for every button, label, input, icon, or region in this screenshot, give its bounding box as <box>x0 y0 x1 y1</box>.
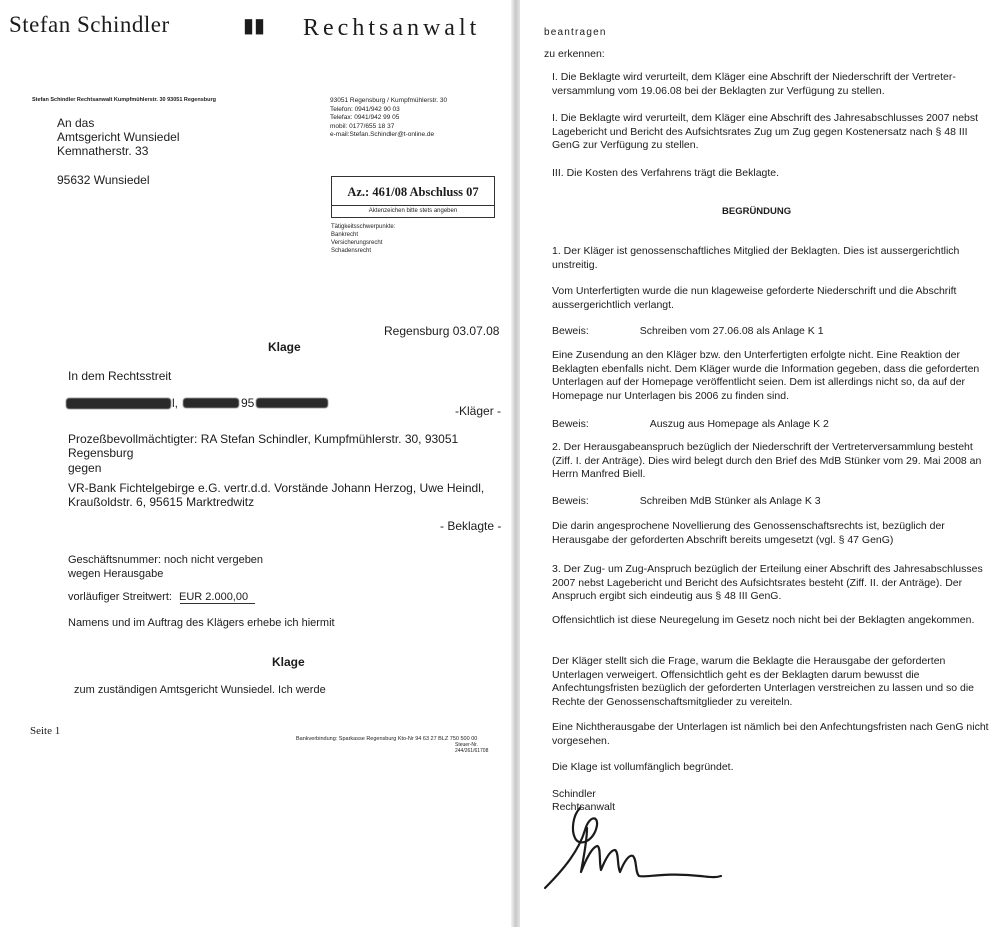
signature-title: Rechtsanwalt <box>552 801 616 813</box>
signature-name: Schindler <box>552 788 596 800</box>
reference-note: Aktenzeichen bitte stets angeben <box>368 208 458 214</box>
beweis-3: Beweis: Schreiben MdB Stünker als Anlage K 3 <box>552 495 821 507</box>
antrag-1: I. Die Beklagte wird verurteilt, dem Kläger eine Abschrift der Niederschrift der Vertreter-versammlung vom 19.06.08 bei der Beklagten zur Verfügung zu stellen. <box>552 71 956 97</box>
paragraph-9: Eine Nichtherausgabe der Unterlagen ist nämlich bei den Anfechtungsfristen nach GenG nicht vorgesehen. <box>552 721 989 747</box>
defendant-block: VR-Bank Fichtelgebirge e.G. vertr.d.d. Vorstände Johann Herzog, Uwe Heindl, Kraußoldstr. 6, 95615 Marktredwitz <box>68 481 485 509</box>
begruendung-heading: BEGRÜNDUNG <box>722 206 792 217</box>
bank-details: Bankverbindung: Sparkasse Regensburg Kto-Nr 94 63 27 BLZ 750 500 00 <box>296 736 478 742</box>
tax-number: Steuer-Nr. 244/261/61708 <box>455 742 489 754</box>
paragraph-2: Vom Unterfertigten wurde die nun klageweise geforderte Niederschrift und die Abschrift aussergerichtlich verlangt. <box>552 285 957 311</box>
beantragen: beantragen <box>544 27 607 38</box>
zu-erkennen: zu erkennen: <box>544 48 605 60</box>
streitwert-underline <box>180 603 255 604</box>
beweis-label: Beweis: <box>552 418 589 430</box>
beklagte-role: - Beklagte - <box>440 519 502 533</box>
redacted-plaintiff-name <box>66 398 171 409</box>
practice-areas: Tätigkeitsschwerpunkte: Bankrecht Versicherungsrecht Schadensrecht <box>331 224 396 254</box>
in-dem-rechtsstreit: In dem Rechtsstreit <box>68 369 172 383</box>
streitwert: vorläufiger Streitwert: EUR 2.000,00 <box>68 591 249 603</box>
redacted-plaintiff-street <box>183 398 239 408</box>
case-info: Geschäftsnummer: noch nicht vergeben wegen Herausgabe <box>68 554 264 580</box>
closing-statement: Die Klage ist vollumfänglich begründet. <box>552 761 734 773</box>
beweis-label: Beweis: <box>552 325 589 337</box>
contact-block: 93051 Regensburg / Kumpfmühlerstr. 30 Telefon: 0941/942 90 03 Telefax: 0941/942 99 05 mobil: 0177/655 18 37 e-mail:Stefan.Schindler@t-online.de <box>330 97 448 138</box>
reference-number: Az.: 461/08 Abschluss 07 <box>347 185 479 199</box>
beweis-label: Beweis: <box>552 495 589 507</box>
antrag-2: I. Die Beklagte wird verurteilt, dem Kläger eine Abschrift des Jahresabschlusses 2007 nebst Lagebericht und Bericht des Aufsichtsrates Zug um Zug gegen Kostenersatz nach § 48 III GenG zur Verfügung zu stellen. <box>552 112 979 151</box>
letterhead-title: Rechtsanwalt <box>303 15 481 41</box>
zum-amtsgericht: zum zuständigen Amtsgericht Wunsiedel. Ich werde <box>74 684 326 696</box>
beweis-2: Beweis: Auszug aus Homepage als Anlage K 2 <box>552 418 829 430</box>
paragraph-5: Die darin angesprochene Novellierung des Genossenschaftsrechts ist, bezüglich der Herausgabe der geforderten Abschrift bereits umgesetzt (vgl. § 47 GenG) <box>552 520 945 546</box>
reference-box <box>331 176 495 218</box>
page-number: Seite 1 <box>30 725 61 737</box>
gegen: gegen <box>68 461 102 475</box>
namens-text: Namens und im Auftrag des Klägers erhebe ich hiermit <box>68 617 335 629</box>
sender-line: Stefan Schindler Rechtsanwalt Kumpfmühlerstr. 30 93051 Regensburg <box>32 97 216 103</box>
paragraph-7: Offensichtlich ist diese Neuregelung im Gesetz noch nicht bei der Beklagten angekommen. <box>552 614 975 626</box>
recipient-address: An das Amtsgericht Wunsiedel Kemnatherstr. 33 95632 Wunsiedel <box>57 116 180 187</box>
paragraph-8: Der Kläger stellt sich die Frage, warum die Beklagte die Herausgabe der geforderten Unterlagen verweigert. Offensichtlich geht es der Beklagten darum bewusst die Anfechtungsfristen bezüglich der geforderten Unterlagen verstreichen zu lassen und so die Rechte der Genossenschaftsmitglieder zu vereiteln. <box>552 655 975 708</box>
klage-heading: Klage <box>268 340 301 354</box>
letter-date: Regensburg 03.07.08 <box>384 324 500 338</box>
paragraph-6: 3. Der Zug- um Zug-Anspruch bezüglich der Erteilung einer Abschrift des Jahresabschlusses 2007 nebst Lagebericht und Bericht des Aufsichtsrates besteht (Ziff. II. der Anträge). Der Anspruch ergibt sich eindeutig aus § 48 III GenG. <box>552 563 983 602</box>
paragraph-4: 2. Der Herausgabeanspruch bezüglich der Niederschrift der Vertreterversammlung besteht (Ziff. I. der Anträge). Dies wird belegt durch den Brief des MdB Stünker vom 29. Mai 2008 an Herrn Manfred Biell. <box>552 441 982 480</box>
paragraph-3: Eine Zusendung an den Kläger bzw. den Unterfertigten erfolgte nicht. Eine Reaktion der Beklagten ebenfalls nicht. Dem Kläger wurde die Information gegeben, dass die geforderten Unterlagen auf der Homepage veröffentlicht seien. Dem ist allerdings nicht so, da auf der Homepage nur Unterlagen bis 2006 zu finden sind. <box>552 349 980 402</box>
redacted-fragment: l, <box>172 396 178 410</box>
letterhead-separator: ▮▮ <box>243 15 266 37</box>
letterhead-name: Stefan Schindler <box>9 12 170 37</box>
redacted-zip-fragment: 95 <box>241 396 255 410</box>
prozessbevollmaechtigter: Prozeßbevollmächtigter: RA Stefan Schindler, Kumpfmühlerstr. 30, 93051 Regensburg <box>68 432 459 460</box>
klage-heading-2: Klage <box>272 655 305 669</box>
klaeger-role: -Kläger - <box>455 404 502 418</box>
redacted-plaintiff-city <box>256 398 328 408</box>
paragraph-1: 1. Der Kläger ist genossenschaftliches Mitglied der Beklagten. Dies ist aussergerichtlich unstreitig. <box>552 245 960 271</box>
antrag-3: III. Die Kosten des Verfahrens trägt die Beklagte. <box>552 167 780 179</box>
beweis-1: Beweis: Schreiben vom 27.06.08 als Anlage K 1 <box>552 325 824 337</box>
handwritten-signature <box>525 780 745 900</box>
